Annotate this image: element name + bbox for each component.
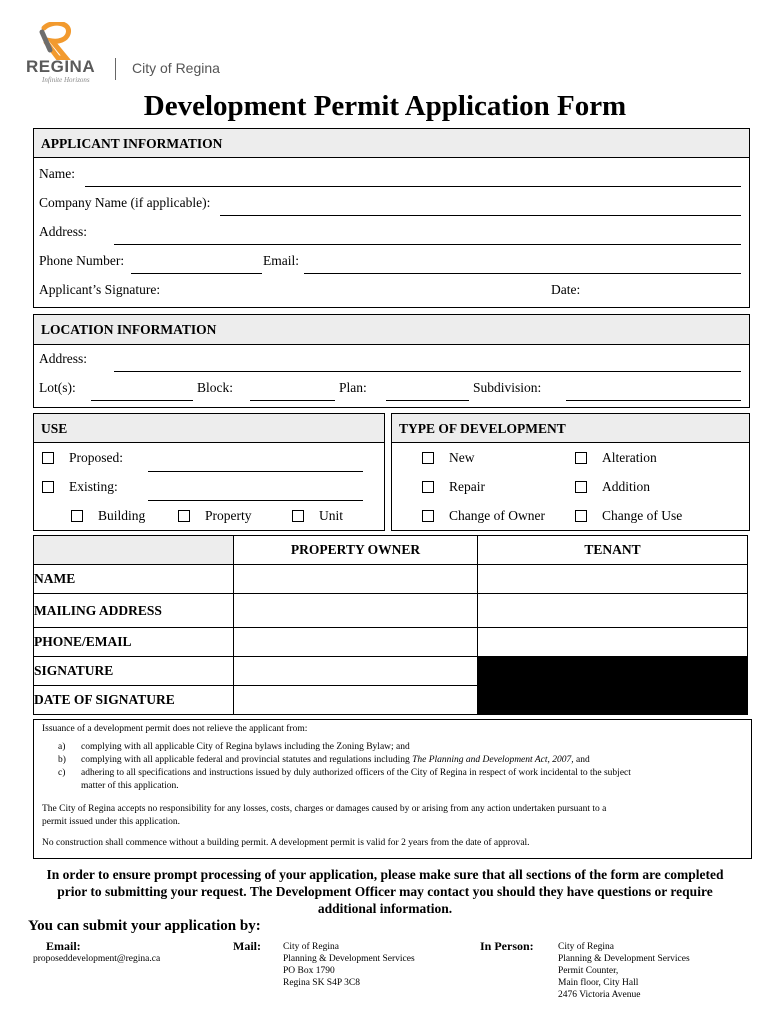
processing-prompt: [20, 866, 750, 917]
regina-logo-icon: [22, 22, 82, 60]
plan-label: Plan:: [339, 380, 367, 395]
phone-label: Phone Number:: [39, 253, 125, 268]
notes-c-marker: c): [58, 768, 66, 778]
prompt-line-3: additional information.: [317, 901, 453, 916]
change-of-use-label: Change of Use: [602, 508, 683, 523]
notes-responsibility-line2: permit issued under this application.: [42, 817, 180, 827]
repair-label: Repair: [449, 479, 485, 494]
addition-label: Addition: [602, 479, 651, 494]
mail-line: Planning & Development Services: [283, 954, 415, 964]
alteration-checkbox[interactable]: [575, 452, 587, 464]
table-header-row: [34, 536, 748, 565]
lots-label: Lot(s):: [39, 380, 76, 395]
brand-divider: [115, 58, 116, 80]
in-person-address-block: [558, 941, 690, 1001]
notes-intro: Issuance of a development permit does not relieve the applicant from:: [42, 724, 308, 734]
lots-field[interactable]: [91, 400, 193, 401]
notes-item-b-end: and: [573, 755, 590, 765]
new-label: New: [449, 450, 475, 465]
new-checkbox[interactable]: [422, 452, 434, 464]
applicant-section: [33, 128, 750, 308]
notes-item-c-line2: matter of this application.: [81, 781, 179, 791]
mail-method-label: Mail:: [233, 939, 261, 953]
location-address-label: Address:: [39, 351, 87, 366]
property-owner-column-header: PROPERTY OWNER: [234, 536, 478, 565]
applicant-header: APPLICANT INFORMATION: [34, 129, 749, 158]
table-row: [34, 628, 748, 657]
change-of-use-checkbox[interactable]: [575, 510, 587, 522]
mail-line: PO Box 1790: [283, 966, 335, 976]
mail-address-block: [283, 941, 415, 989]
person-line: Main floor, City Hall: [558, 978, 639, 988]
notes-item-b-act: The Planning and Development Act, 2007,: [412, 755, 574, 765]
brand-name: REGINA: [26, 57, 96, 76]
change-of-owner-checkbox[interactable]: [422, 510, 434, 522]
owner-signature-cell[interactable]: [234, 657, 478, 686]
notes-responsibility-line1: The City of Regina accepts no responsibility for any losses, costs, charges or damages caused by or arising from any action undertaken pursuant to a: [42, 804, 607, 814]
table-corner-cell: [34, 536, 234, 565]
existing-label: Existing:: [69, 479, 118, 494]
location-header: LOCATION INFORMATION: [34, 315, 749, 345]
company-label: Company Name (if applicable):: [39, 195, 211, 210]
unit-label: Unit: [319, 508, 344, 523]
property-label: Property: [205, 508, 252, 523]
owner-phone-email-cell[interactable]: [234, 628, 478, 657]
date-label: Date:: [551, 282, 581, 297]
email-method-label: Email:: [46, 939, 81, 953]
notes-a-marker: a): [58, 742, 66, 752]
owner-name-cell[interactable]: [234, 565, 478, 594]
row-label-name: NAME: [34, 565, 234, 594]
email-field[interactable]: [304, 273, 741, 274]
development-type-header: TYPE OF DEVELOPMENT: [392, 414, 749, 443]
person-line: City of Regina: [558, 942, 614, 952]
change-of-owner-label: Change of Owner: [449, 508, 545, 523]
notes-item-a: complying with all applicable City of Regina bylaws including the Zoning Bylaw; and: [81, 742, 410, 752]
notes-construction: No construction shall commence without a building permit. A development permit is valid for 2 years from the date of approval.: [42, 838, 530, 848]
owner-date-of-signature-cell[interactable]: [234, 686, 478, 715]
phone-field[interactable]: [131, 273, 262, 274]
prompt-line-1: In order to ensure prompt processing of your application, please make sure that all sections of the form are completed: [46, 867, 724, 882]
row-label-phone-email: PHONE/EMAIL: [34, 628, 234, 657]
subdivision-field[interactable]: [566, 400, 741, 401]
person-line: Permit Counter,: [558, 966, 619, 976]
owner-tenant-table: [33, 535, 748, 715]
name-label: Name:: [39, 166, 75, 181]
existing-field[interactable]: [148, 500, 363, 501]
owner-mailing-address-cell[interactable]: [234, 594, 478, 628]
proposed-label: Proposed:: [69, 450, 123, 465]
company-field[interactable]: [220, 215, 741, 216]
brand-city: City of Regina: [132, 60, 220, 76]
addition-checkbox[interactable]: [575, 481, 587, 493]
subdivision-label: Subdivision:: [473, 380, 542, 395]
in-person-method-label: In Person:: [480, 939, 534, 953]
table-row: [34, 686, 748, 715]
email-label: Email:: [263, 253, 299, 268]
property-checkbox[interactable]: [178, 510, 190, 522]
tenant-signature-blocked-cell: [478, 657, 748, 686]
proposed-checkbox[interactable]: [42, 452, 54, 464]
address-label: Address:: [39, 224, 87, 239]
name-field[interactable]: [85, 186, 741, 187]
plan-field[interactable]: [386, 400, 469, 401]
mail-line: City of Regina: [283, 942, 339, 952]
tenant-phone-email-cell[interactable]: [478, 628, 748, 657]
alteration-label: Alteration: [602, 450, 657, 465]
person-line: 2476 Victoria Avenue: [558, 990, 641, 1000]
notes-item-b-text: complying with all applicable federal and provincial statutes and regulations including: [81, 755, 413, 765]
tenant-name-cell[interactable]: [478, 565, 748, 594]
block-field[interactable]: [250, 400, 335, 401]
tenant-date-blocked-cell: [478, 686, 748, 715]
location-address-field[interactable]: [114, 371, 741, 372]
address-field[interactable]: [114, 244, 741, 245]
unit-checkbox[interactable]: [292, 510, 304, 522]
prompt-line-2: prior to submitting your request. The Development Officer may contact you should they have questions or require: [57, 884, 713, 899]
submit-heading: You can submit your application by:: [28, 918, 261, 934]
development-type-section: [391, 413, 750, 531]
building-checkbox[interactable]: [71, 510, 83, 522]
notes-b-marker: b): [58, 755, 66, 765]
table-row: [34, 594, 748, 628]
mail-line: Regina SK S4P 3C8: [283, 978, 360, 988]
table-row: [34, 657, 748, 686]
row-label-signature: SIGNATURE: [34, 657, 234, 686]
notes-box: [33, 719, 752, 859]
page-title: Development Permit Application Form: [143, 90, 627, 122]
building-label: Building: [98, 508, 146, 523]
row-label-date-of-signature: DATE OF SIGNATURE: [34, 686, 234, 715]
notes-item-c-line1: adhering to all specifications and instructions issued by duly authorized officers of the City of Regina in respect of work incidental to the subject: [81, 768, 631, 778]
proposed-field[interactable]: [148, 471, 363, 472]
signature-label: Applicant’s Signature:: [39, 282, 161, 297]
use-header: USE: [34, 414, 384, 443]
person-line: Planning & Development Services: [558, 954, 690, 964]
block-label: Block:: [197, 380, 233, 395]
brand-tagline: Infinite Horizons: [42, 76, 90, 84]
existing-checkbox[interactable]: [42, 481, 54, 493]
tenant-column-header: TENANT: [478, 536, 748, 565]
location-section: [33, 314, 750, 408]
tenant-mailing-address-cell[interactable]: [478, 594, 748, 628]
email-method-value[interactable]: proposeddevelopment@regina.ca: [33, 954, 161, 964]
row-label-mailing-address: MAILING ADDRESS: [34, 594, 234, 628]
table-row: [34, 565, 748, 594]
notes-item-b: [81, 755, 590, 765]
repair-checkbox[interactable]: [422, 481, 434, 493]
